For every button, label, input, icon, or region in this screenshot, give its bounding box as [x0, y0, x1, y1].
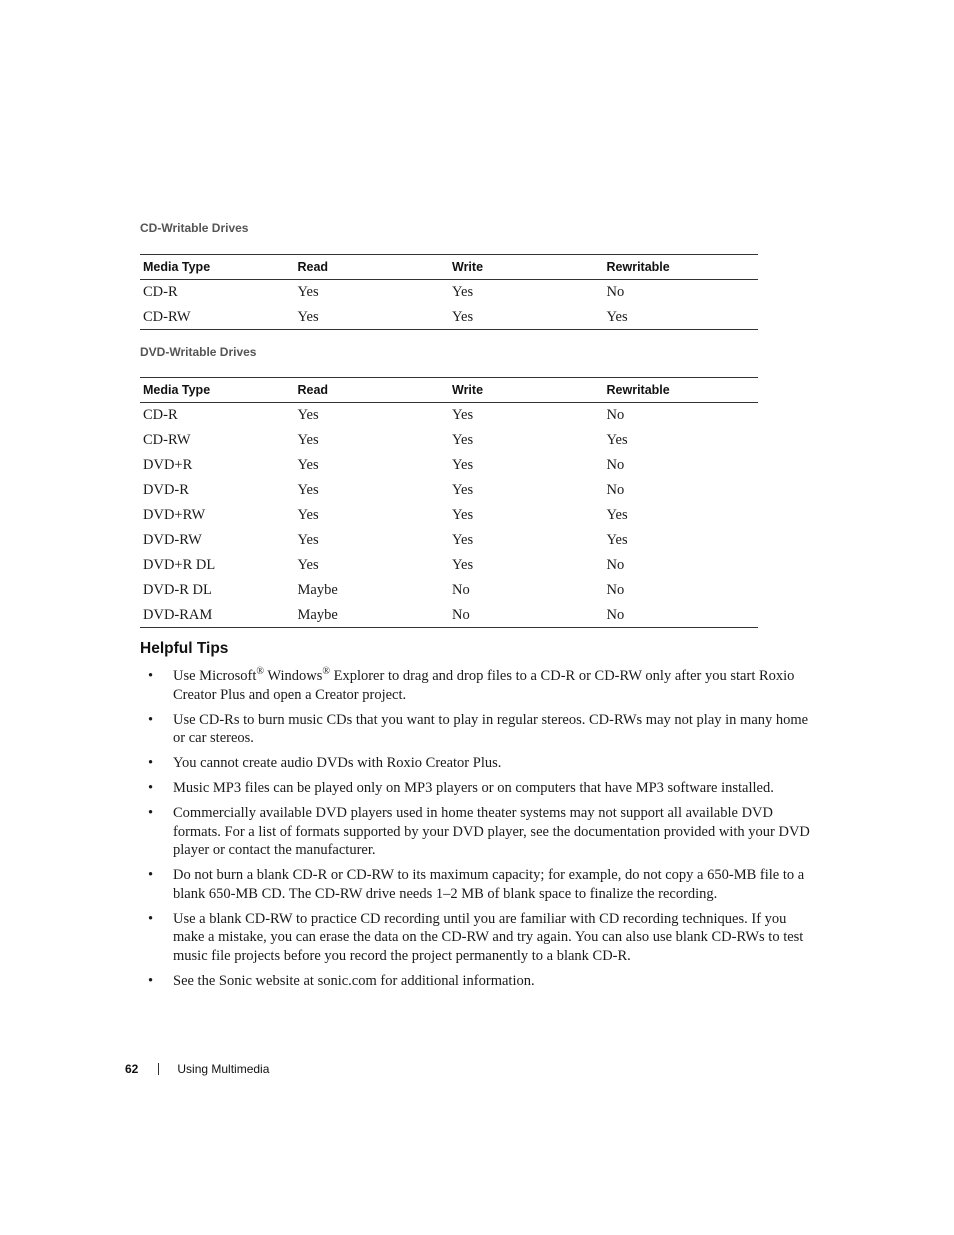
- table-cell: Yes: [606, 532, 628, 548]
- section-title: Using Multimedia: [177, 1062, 270, 1076]
- table-cell: Yes: [297, 457, 319, 473]
- table-cell: No: [606, 284, 625, 300]
- list-item: [140, 866, 820, 903]
- table-cell: Yes: [452, 432, 474, 448]
- column-header: Rewritable: [604, 255, 759, 280]
- table-cell: No: [449, 603, 604, 628]
- bullet: •: [148, 867, 154, 883]
- table-cell: Yes: [604, 305, 759, 330]
- page-number: 62: [125, 1062, 139, 1076]
- table-row: [140, 503, 758, 528]
- table-row: [140, 553, 758, 578]
- table-row: [140, 528, 758, 553]
- table-cell: Yes: [297, 557, 319, 573]
- table-cell: Yes: [452, 457, 474, 473]
- table-cell: Maybe: [297, 582, 338, 598]
- bullet: •: [148, 972, 154, 989]
- table-cell: No: [606, 557, 625, 573]
- table-cell: DVD-RW: [143, 532, 202, 548]
- tip-text: Commercially available DVD players used in home theater systems may not support all available DVD formats. For a list of formats supported by your DVD player, see the documentation provided with your DVD player or contact the manufacturer.: [173, 805, 810, 858]
- table-cell: Yes: [297, 284, 319, 300]
- table-cell: No: [452, 582, 470, 598]
- dvd-writable-table: [140, 377, 758, 628]
- list-item: [140, 804, 820, 860]
- column-header: Media Type: [140, 255, 295, 280]
- table-row: [140, 453, 758, 478]
- table-cell: Yes: [449, 305, 604, 330]
- cd-table-caption: CD-Writable Drives: [140, 221, 249, 235]
- list-item: [140, 754, 820, 773]
- table-row: [140, 305, 758, 330]
- tip-text: Do not burn a blank CD-R or CD-RW to its maximum capacity; for example, do not copy a 650-MB file to a blank 650-MB CD. The CD-RW drive needs 1–2 MB of blank space to finalize the recording.: [173, 867, 805, 902]
- cd-writable-table: [140, 254, 758, 330]
- sonic-website-link[interactable]: sonic.com: [317, 972, 377, 989]
- table-row: [140, 578, 758, 603]
- table-cell: CD-R: [143, 284, 178, 300]
- tip-text: Explorer to drag and drop files to a CD-R or CD-RW only after you start Roxio Creator Plus and open a Creator project.: [173, 668, 795, 703]
- table-cell: DVD-R: [143, 482, 189, 498]
- helpful-tips-heading: Helpful Tips: [140, 640, 229, 657]
- table-cell: Yes: [452, 557, 474, 573]
- bullet: •: [148, 711, 154, 728]
- bullet: •: [148, 910, 154, 927]
- column-header: Media Type: [140, 378, 295, 403]
- table-cell: DVD+RW: [143, 507, 206, 523]
- list-item: [140, 779, 820, 798]
- table-cell: Yes: [297, 482, 319, 498]
- table-cell: CD-RW: [140, 305, 295, 330]
- table-cell: Yes: [606, 507, 628, 523]
- footer-divider: [158, 1063, 159, 1075]
- table-cell: Yes: [295, 305, 450, 330]
- column-header: Rewritable: [604, 378, 759, 403]
- table-row: [140, 603, 758, 628]
- page-footer: [125, 1062, 269, 1076]
- table-header-row: [140, 378, 758, 403]
- table-row: [140, 403, 758, 429]
- bullet: •: [148, 780, 154, 796]
- table-row: [140, 280, 758, 306]
- registered-mark: ®: [322, 666, 330, 678]
- tip-text: Windows: [263, 668, 323, 684]
- table-cell: CD-RW: [143, 432, 191, 448]
- tip-text: for additional information.: [376, 972, 535, 989]
- table-row: [140, 478, 758, 503]
- table-cell: Yes: [297, 407, 319, 423]
- tip-text: Music MP3 files can be played only on MP3 players or on computers that have MP3 software installed.: [173, 780, 774, 796]
- table-cell: Yes: [606, 432, 628, 448]
- bullet: •: [148, 805, 154, 821]
- tip-text: You cannot create audio DVDs with Roxio Creator Plus.: [173, 755, 502, 771]
- column-header: Read: [295, 255, 450, 280]
- table-cell: DVD+R DL: [143, 557, 216, 573]
- table-cell: Yes: [452, 482, 474, 498]
- table-cell: No: [604, 603, 759, 628]
- table-cell: DVD-R DL: [143, 582, 212, 598]
- table-cell: No: [606, 407, 625, 423]
- dvd-table-caption: DVD-Writable Drives: [140, 345, 257, 359]
- table-cell: No: [606, 582, 625, 598]
- table-cell: Yes: [452, 507, 474, 523]
- bullet: •: [148, 755, 154, 771]
- column-header: Read: [295, 378, 450, 403]
- helpful-tips-list: [140, 667, 820, 997]
- tip-text: See the Sonic website at: [173, 972, 318, 989]
- bullet: •: [148, 668, 154, 684]
- list-item: [140, 667, 820, 704]
- table-cell: No: [606, 457, 625, 473]
- table-cell: Yes: [297, 432, 319, 448]
- table-cell: No: [606, 482, 625, 498]
- table-row: [140, 428, 758, 453]
- table-cell: Maybe: [295, 603, 450, 628]
- column-header: Write: [449, 255, 604, 280]
- list-item: [140, 711, 820, 748]
- table-cell: CD-R: [143, 407, 178, 423]
- table-cell: Yes: [452, 407, 474, 423]
- table-cell: Yes: [452, 532, 474, 548]
- tip-text: Use CD-Rs to burn music CDs that you want to play in regular stereos. CD-RWs may not play in many home or car stereos.: [173, 711, 809, 746]
- tip-text: Use a blank CD-RW to practice CD recording until you are familiar with CD recording techniques. If you make a mistake, you can erase the data on the CD-RW and try again. You can also use blank CD-RWs to test music file projects before you record the project permanently to a blank CD-R.: [173, 910, 804, 964]
- registered-mark: ®: [256, 666, 264, 678]
- table-cell: DVD-RAM: [140, 603, 295, 628]
- tip-text: Use Microsoft: [173, 668, 257, 684]
- list-item: [140, 910, 820, 966]
- list-item: [140, 972, 820, 991]
- column-header: Write: [449, 378, 604, 403]
- table-cell: Yes: [297, 532, 319, 548]
- table-header-row: [140, 255, 758, 280]
- table-cell: Yes: [297, 507, 319, 523]
- table-cell: Yes: [452, 284, 474, 300]
- table-cell: DVD+R: [143, 457, 193, 473]
